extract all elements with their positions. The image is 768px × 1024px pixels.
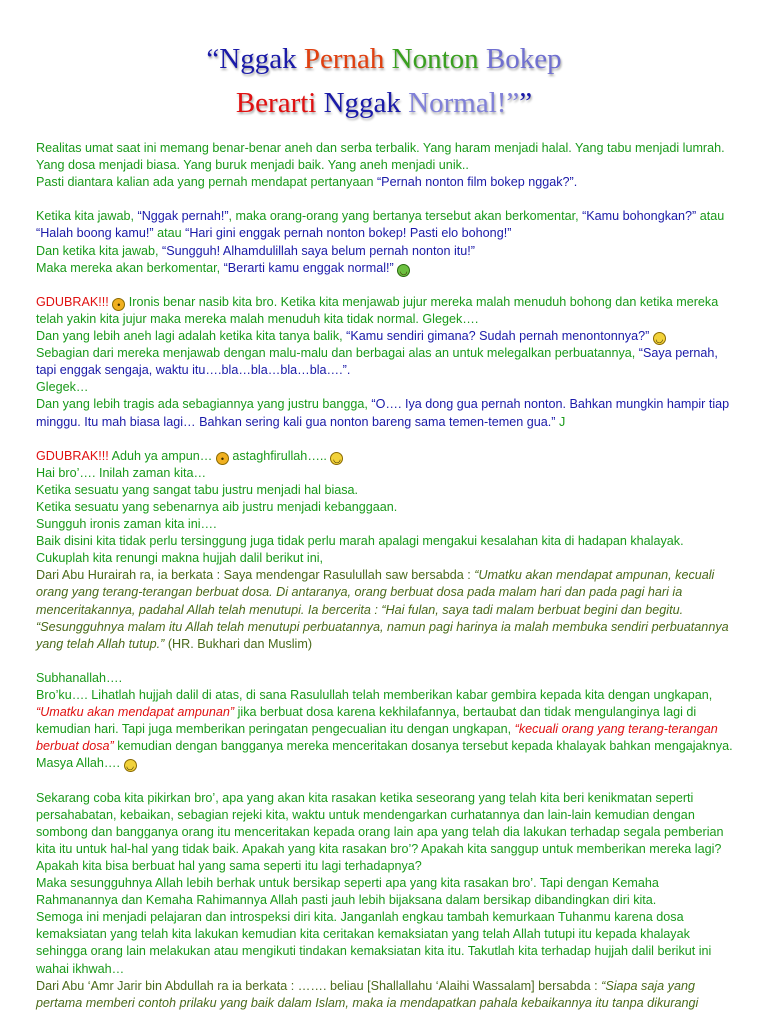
paragraph	[36, 328, 736, 345]
text-run: Dari Abu Hurairah ra, ia berkata : Saya mendengar Rasulullah saw bersabda :	[36, 568, 475, 583]
text-run: Aduh ya ampun…	[108, 448, 216, 463]
paragraph-gap	[36, 191, 736, 208]
title-line-2	[0, 86, 768, 120]
text-run: kemudian dengan bangganya mereka menceritakan dosanya tersebut kepada khalayak bahkan mengajaknya. Masya Allah….	[36, 739, 733, 771]
text-run: jika berbuat dosa karena kekhilafannya, bertaubat dan tidak mengulanginya lagi di kemudian hari. Tapi juga memberikan peringatan pengecualian itu dengan ungkapan,	[36, 705, 697, 737]
paragraph	[36, 567, 736, 652]
text-run: , maka orang-orang yang bertanya tersebut akan berkomentar,	[228, 209, 583, 224]
text-run: Dari Abu ‘Amr Jarir bin Abdullah ra ia berkata : ……. beliau [Shallallahu ‘Alaihi Wassalam] bersabda :	[36, 978, 602, 993]
text-run: “Hari gini enggak pernah nonton bokep! Pasti elo bohong!”	[185, 226, 512, 241]
text-run: “Nggak pernah!”	[137, 209, 229, 224]
smiley-icon: •	[216, 452, 229, 465]
title-word: Nonton	[391, 43, 479, 75]
paragraph-gap	[36, 653, 736, 670]
paragraph	[36, 790, 736, 875]
smiley-icon: •	[112, 298, 125, 311]
text-run: (HR. Bukhari dan Muslim)	[164, 636, 313, 651]
text-run: “Sungguh! Alhamdulillah saya belum pernah nonton itu!”	[162, 243, 475, 258]
text-run: Ketika kita jawab,	[36, 209, 138, 224]
text-run: astaghfirullah…..	[228, 448, 331, 463]
text-run: Realitas umat saat ini memang benar-benar aneh dan serba terbalik. Yang haram menjadi halal. Yang tabu menjadi lumrah. Yang dosa menjadi biasa. Yang buruk menjadi baik. Yang aneh menjadi unik..	[36, 141, 725, 173]
title-word: “	[206, 43, 220, 75]
text-run: GDUBRAK!!!	[36, 448, 109, 463]
paragraph	[36, 243, 736, 260]
paragraph	[36, 670, 736, 687]
paragraph	[36, 465, 736, 482]
title-word: Normal!”	[408, 87, 520, 119]
text-run: “O…. Iya dong gua pernah nonton. Bahkan mungkin hampir tiap minggu. Itu mah biasa lagi… Bahkan sering kali gua nonton bareng sama temen-temen gua.”	[36, 397, 730, 429]
title-word	[316, 87, 323, 119]
paragraph	[36, 294, 736, 328]
paragraph	[36, 499, 736, 516]
paragraph	[36, 516, 736, 533]
text-run: GDUBRAK!!!	[36, 294, 113, 309]
text-run: “Umatku akan mendapat ampunan, kecuali orang yang terang-terangan berbuat dosa. Di antaranya, orang berbuat dosa pada malam hari dan pada pagi hari ia menceritakannya, padahal Allah telah menutupi. Ia bercerita : “Hai fulan, saya tadi malam berbuat begini dan begitu. “Sesungguhnya malam itu Allah telah menutupi perbuatannya, namun pagi harinya ia malah membuka sendiri perbuatannya yang telah Allah tutup.”	[36, 568, 729, 651]
title-word: Bokep	[485, 43, 562, 75]
paragraph	[36, 533, 736, 567]
paragraph	[36, 174, 736, 191]
paragraph	[36, 909, 736, 977]
text-run: “Siapa saja yang pertama memberi contoh prilaku yang baik dalam Islam, maka ia mendapatkan pahala kebaikannya itu tanpa dikurangi	[36, 978, 699, 1010]
text-run: “Halah boong kamu!”	[36, 226, 154, 241]
text-run: Dan yang lebih aneh lagi adalah ketika kita tanya balik,	[36, 329, 347, 344]
title-word: ”	[519, 87, 533, 119]
text-run: “Umatku akan mendapat ampunan”	[36, 705, 235, 720]
text-run: Semoga ini menjadi pelajaran dan introspeksi diri kita. Janganlah engkau tambah kemurkaan Tuhanmu karena dosa kemaksiatan yang telah kita lakukan kemudian kita ceritakan kemaksiatan yang telah Allah tutupi itu kepada khalayak sehingga orang lain melakukan atau mengikuti tindakan kemaksiatan kita itu. Takutlah kita terhadap hujjah dalil berikut ini wahai ikhwah…	[36, 910, 712, 976]
title-word	[297, 43, 304, 75]
smiley-icon: ◡	[330, 452, 343, 465]
title-line-1	[0, 42, 768, 76]
smiley-icon: ◡	[124, 759, 137, 772]
text-run: “Kamu bohongkan?”	[582, 209, 697, 224]
paragraph	[36, 260, 736, 277]
text-run: Bro’ku…. Lihatlah hujjah dalil di atas, di sana Rasulullah telah memberikan kabar gembira kepada kita dengan ungkapan,	[36, 688, 713, 702]
text-run: “Berarti kamu enggak normal!”	[223, 260, 398, 275]
paragraph	[36, 345, 736, 379]
smiley-icon: ◡	[653, 332, 666, 345]
paragraph	[36, 448, 736, 465]
paragraph	[36, 687, 736, 772]
paragraph-gap	[36, 772, 736, 789]
text-run: Glegek…	[36, 380, 89, 395]
text-run: Pasti diantara kalian ada yang pernah mendapat pertanyaan	[36, 175, 377, 190]
text-run: Sebagian dari mereka menjawab dengan malu-malu dan berbagai alas an untuk melegalkan perbuatannya,	[36, 346, 639, 361]
paragraph	[36, 978, 736, 1012]
text-run: Dan ketika kita jawab,	[36, 243, 162, 258]
title-word: Berarti	[235, 87, 317, 119]
paragraph	[36, 140, 736, 174]
text-run: Dan yang lebih tragis ada sebagiannya yang justru bangga,	[36, 397, 372, 412]
paragraph	[36, 379, 736, 396]
paragraph	[36, 396, 736, 430]
text-run: Sekarang coba kita pikirkan bro’, apa yang akan kita rasakan ketika seseorang yang telah kita beri kenikmatan seperti persahabatan, kebaikan, sebagian rejeki kita, waktu untuk mendengarkan curhatannya dan lain-lain kemudian dengan sombong dan bangganya orang itu menceritakan kepada orang lain apa yang telah dia lakukan terhadap segala pemberian kita itu untuk hal-hal yang tidak baik. Apakah yang kita rasakan bro’? Apakah kita sanggup untuk memberikan mereka lagi? Apakah kita bisa berbuat hal yang sama seperti itu lagi terhadapnya?	[36, 790, 724, 873]
text-run: Subhanallah….	[36, 670, 123, 685]
article-body	[36, 140, 736, 1012]
text-run: Maka mereka akan berkomentar,	[36, 260, 224, 275]
title-word	[479, 43, 486, 75]
title-word: Nggak	[323, 87, 401, 119]
paragraph	[36, 875, 736, 909]
text-run: Maka sesungguhnya Allah lebih berhak untuk bersikap seperti apa yang kita rasakan bro’. Tapi dengan Kemaha Rahmanannya dan Kemaha Rahimannya Allah pasti jauh lebih bijaksana dalam bersikap dibandingkan diri kita.	[36, 876, 659, 908]
text-run: atau	[153, 226, 186, 241]
title-word: Nggak	[219, 43, 297, 75]
paragraph	[36, 208, 736, 242]
text-run: “Pernah nonton film bokep nggak?”.	[376, 175, 578, 190]
text-run: Baik disini kita tidak perlu tersinggung juga tidak perlu marah apalagi mengakui kesalahan kita di hadapan khalayak. Cukuplah kita renungi makna hujjah dalil berikut ini,	[36, 534, 684, 566]
paragraph	[36, 482, 736, 499]
text-run: Sungguh ironis zaman kita ini….	[36, 517, 217, 532]
title-word: Pernah	[303, 43, 385, 75]
text-run: Ketika sesuatu yang sangat tabu justru menjadi hal biasa.	[36, 482, 359, 497]
paragraph-gap	[36, 277, 736, 294]
paragraph-gap	[36, 431, 736, 448]
title-word	[384, 43, 391, 75]
text-run: “Saya pernah, tapi enggak sengaja, waktu itu….bla…bla…bla…bla….”.	[36, 346, 718, 378]
text-run: Ketika sesuatu yang sebenarnya aib justru menjadi kebanggaan.	[36, 499, 398, 514]
text-run: J	[555, 414, 566, 429]
text-run: “Kamu sendiri gimana? Sudah pernah menontonnya?”	[346, 329, 653, 344]
text-run: Hai bro’…. Inilah zaman kita…	[36, 465, 207, 480]
text-run: atau	[696, 209, 725, 224]
text-run: “kecuali orang yang terang-terangan berbuat dosa”	[36, 722, 718, 754]
smiley-icon: ◡	[397, 264, 410, 277]
text-run: Ironis benar nasib kita bro. Ketika kita menjawab jujur mereka malah menuduh bohong dan ketika mereka telah yakin kita jujur maka mereka malah menuduh kita tidak normal. Glegek….	[36, 294, 719, 326]
